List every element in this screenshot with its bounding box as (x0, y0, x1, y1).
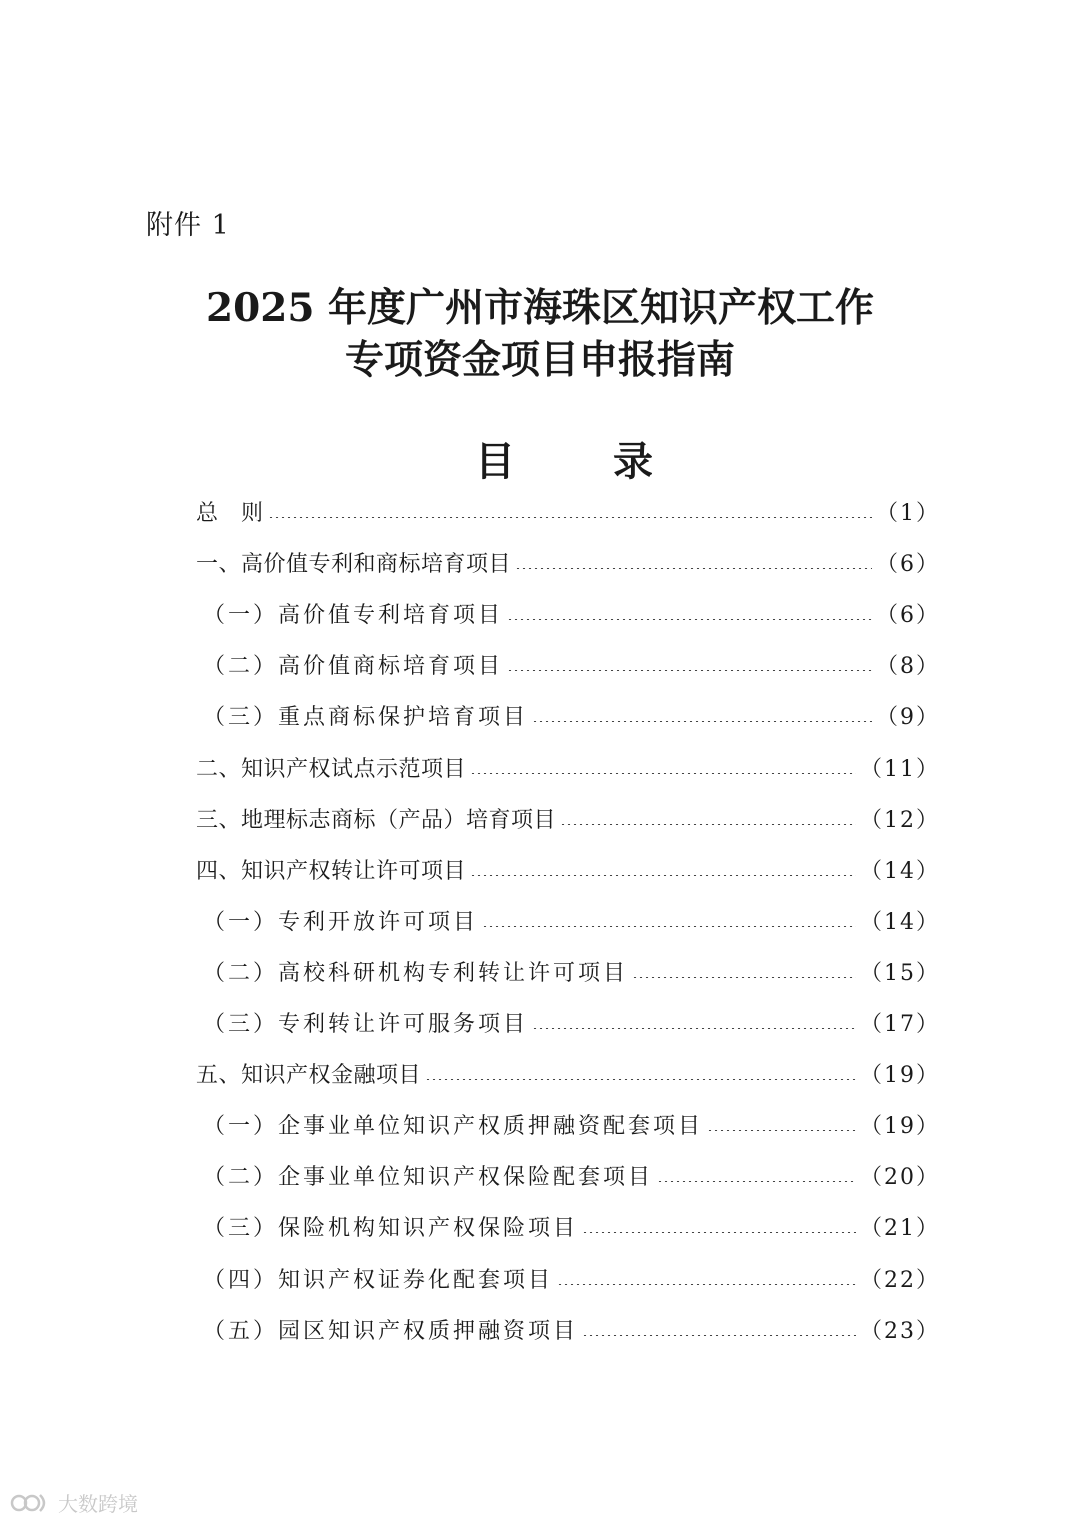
toc-entry-label: （一）企事业单位知识产权质押融资配套项目 (203, 1114, 704, 1139)
toc-entry (196, 1061, 940, 1091)
toc-leader-dots (507, 670, 872, 671)
toc-entry (196, 499, 940, 529)
document-title-line-1: 2025 年度广州市海珠区知识产权工作 (205, 285, 875, 331)
toc-entry (203, 1317, 940, 1347)
toc-entry-label: （二）企事业单位知识产权保险配套项目 (203, 1165, 654, 1190)
toc-leader-dots (515, 568, 872, 569)
toc-entry (196, 755, 940, 785)
toc-entry (196, 806, 940, 836)
toc-entry (203, 1163, 940, 1193)
toc-leader-dots (470, 875, 856, 876)
watermark-text: 大数跨境 (58, 1492, 138, 1516)
brand-logo-icon (10, 1489, 52, 1517)
toc-entry-page: （21） (860, 1216, 940, 1241)
toc-leader-dots (582, 1232, 856, 1233)
toc-entry-page: （23） (860, 1319, 940, 1344)
toc-entry-page: （6） (876, 603, 940, 628)
toc-entry-label: 四、知识产权转让许可项目 (196, 859, 467, 884)
toc-leader-dots (582, 1335, 856, 1336)
toc-entry-page: （9） (876, 705, 940, 730)
toc-entry (203, 908, 940, 938)
toc-entry-label: （四）知识产权证券化配套项目 (203, 1268, 554, 1293)
toc-entry-page: （15） (860, 961, 940, 986)
toc-entry-label: （三）保险机构知识产权保险项目 (203, 1216, 579, 1241)
toc-entry (203, 1214, 940, 1244)
toc-entry-label: 一、高价值专利和商标培育项目 (196, 552, 512, 577)
toc-entry-page: （11） (860, 757, 940, 782)
toc-leader-dots (560, 824, 856, 825)
toc-entry-page: （19） (860, 1114, 940, 1139)
toc-entry-page: （19） (860, 1063, 940, 1088)
toc-entry-page: （6） (876, 552, 940, 577)
attachment-label: 附件 1 (146, 210, 230, 241)
toc-leader-dots (425, 1079, 856, 1080)
toc-leader-dots (507, 619, 872, 620)
toc-entry (203, 959, 940, 989)
toc-entry-page: （8） (876, 654, 940, 679)
toc-leader-dots (532, 721, 872, 722)
toc-entry-page: （22） (860, 1268, 940, 1293)
toc-entry (196, 550, 940, 580)
toc-entry-label: （一）高价值专利培育项目 (203, 603, 504, 628)
toc-entry-label: （二）高校科研机构专利转让许可项目 (203, 961, 629, 986)
toc-leader-dots (632, 977, 856, 978)
toc-entry (203, 1112, 940, 1142)
toc-entry-label: 三、地理标志商标（产品）培育项目 (196, 808, 557, 833)
toc-entry-page: （12） (860, 808, 940, 833)
toc-entry (203, 601, 940, 631)
toc-entry (203, 1266, 940, 1296)
toc-heading: 目 录 (475, 438, 695, 485)
watermark (10, 1488, 138, 1517)
toc-entry (203, 1010, 940, 1040)
toc-entry-label: 二、知识产权试点示范项目 (196, 757, 467, 782)
toc-entry-page: （17） (860, 1012, 940, 1037)
toc-entry-page: （20） (860, 1165, 940, 1190)
toc-leader-dots (707, 1130, 856, 1131)
toc-entry (203, 703, 940, 733)
toc-entry-page: （1） (876, 501, 940, 526)
toc-entry-label: （五）园区知识产权质押融资项目 (203, 1319, 579, 1344)
toc-leader-dots (268, 517, 872, 518)
toc-entry (203, 652, 940, 682)
toc-entry (196, 857, 940, 887)
toc-leader-dots (557, 1284, 856, 1285)
toc-leader-dots (657, 1181, 856, 1182)
toc-leader-dots (470, 773, 856, 774)
toc-entry-label: （三）专利转让许可服务项目 (203, 1012, 529, 1037)
toc-entry-page: （14） (860, 859, 940, 884)
toc-entry-label: （三）重点商标保护培育项目 (203, 705, 529, 730)
toc-entry-label: 总 则 (196, 501, 264, 526)
toc-leader-dots (482, 926, 856, 927)
toc-entry-label: （二）高价值商标培育项目 (203, 654, 504, 679)
toc-leader-dots (532, 1028, 856, 1029)
toc-entry-label: （一）专利开放许可项目 (203, 910, 479, 935)
toc-entry-label: 五、知识产权金融项目 (196, 1063, 422, 1088)
document-title-line-2: 专项资金项目申报指南 (344, 337, 735, 383)
toc-entry-page: （14） (860, 910, 940, 935)
